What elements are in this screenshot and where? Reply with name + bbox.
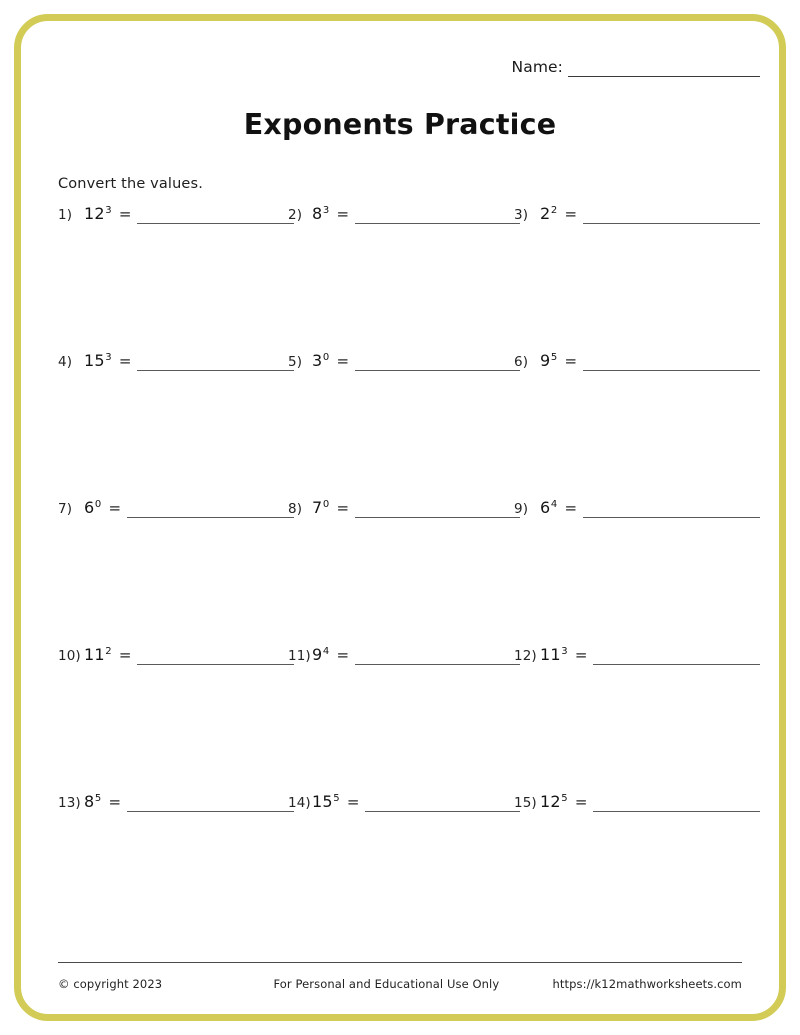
problem-number: 7) bbox=[58, 501, 73, 517]
expression-base: 11 bbox=[540, 645, 561, 664]
equals-sign: = bbox=[118, 352, 132, 370]
problem-expression bbox=[84, 351, 112, 370]
expression-exponent: 0 bbox=[322, 498, 330, 510]
worksheet-content bbox=[40, 36, 760, 1001]
problem-item-15 bbox=[514, 792, 760, 812]
problem-item-9 bbox=[514, 498, 760, 518]
problem-row bbox=[40, 498, 760, 645]
problem-expression bbox=[84, 792, 101, 811]
equals-sign: = bbox=[336, 352, 350, 370]
problem-item-3 bbox=[514, 204, 760, 224]
problem-expression bbox=[84, 204, 112, 223]
expression-exponent: 5 bbox=[550, 351, 558, 363]
problem-number: 11) bbox=[288, 648, 311, 664]
expression-exponent: 5 bbox=[561, 792, 568, 804]
problem-expression bbox=[540, 792, 568, 811]
expression-exponent: 3 bbox=[105, 351, 112, 363]
expression-base: 15 bbox=[84, 351, 105, 370]
equals-sign: = bbox=[564, 205, 578, 223]
footer-copyright: © copyright 2023 bbox=[58, 977, 163, 991]
expression-exponent: 5 bbox=[333, 792, 340, 804]
problem-expression bbox=[84, 498, 101, 517]
equals-sign: = bbox=[118, 646, 132, 664]
expression-base: 11 bbox=[84, 645, 105, 664]
expression-base: 2 bbox=[540, 204, 551, 223]
problem-number: 8) bbox=[288, 501, 303, 517]
problem-item-1 bbox=[58, 204, 294, 224]
equals-sign: = bbox=[574, 793, 588, 811]
problem-expression bbox=[312, 498, 329, 517]
answer-input[interactable] bbox=[365, 810, 520, 812]
expression-exponent: 2 bbox=[550, 204, 558, 216]
expression-base: 8 bbox=[312, 204, 323, 223]
answer-input[interactable] bbox=[593, 810, 760, 812]
problem-item-8 bbox=[288, 498, 520, 518]
equals-sign: = bbox=[336, 205, 350, 223]
page-title: Exponents Practice bbox=[243, 108, 557, 141]
answer-input[interactable] bbox=[355, 222, 520, 224]
problem-expression bbox=[312, 204, 329, 223]
problem-item-14 bbox=[288, 792, 520, 812]
problem-number: 2) bbox=[288, 207, 303, 223]
answer-input[interactable] bbox=[355, 516, 520, 518]
expression-base: 9 bbox=[312, 645, 323, 664]
problem-item-5 bbox=[288, 351, 520, 371]
footer bbox=[58, 977, 742, 991]
problem-number: 1) bbox=[58, 207, 73, 223]
answer-input[interactable] bbox=[583, 516, 760, 518]
expression-exponent: 0 bbox=[94, 498, 102, 510]
problem-item-12 bbox=[514, 645, 760, 665]
name-input[interactable] bbox=[568, 62, 760, 77]
problem-item-2 bbox=[288, 204, 520, 224]
expression-exponent: 5 bbox=[94, 792, 102, 804]
problem-expression bbox=[312, 351, 329, 370]
footer-divider bbox=[58, 962, 742, 963]
expression-exponent: 4 bbox=[550, 498, 558, 510]
expression-base: 12 bbox=[84, 204, 105, 223]
equals-sign: = bbox=[564, 352, 578, 370]
problem-grid bbox=[40, 204, 760, 939]
problem-row bbox=[40, 645, 760, 792]
problem-number: 4) bbox=[58, 354, 73, 370]
equals-sign: = bbox=[346, 793, 360, 811]
problem-row bbox=[40, 204, 760, 351]
problem-number: 6) bbox=[514, 354, 529, 370]
name-field-row bbox=[512, 58, 760, 77]
expression-base: 3 bbox=[312, 351, 323, 370]
problem-item-7 bbox=[58, 498, 294, 518]
equals-sign: = bbox=[336, 499, 350, 517]
expression-base: 6 bbox=[84, 498, 95, 517]
expression-base: 9 bbox=[540, 351, 551, 370]
answer-input[interactable] bbox=[583, 369, 760, 371]
answer-input[interactable] bbox=[593, 663, 760, 665]
expression-exponent: 3 bbox=[561, 645, 568, 657]
answer-input[interactable] bbox=[355, 369, 520, 371]
problem-expression bbox=[540, 351, 557, 370]
problem-item-11 bbox=[288, 645, 520, 665]
problem-row bbox=[40, 351, 760, 498]
expression-exponent: 3 bbox=[322, 204, 330, 216]
equals-sign: = bbox=[118, 205, 132, 223]
problem-number: 9) bbox=[514, 501, 529, 517]
equals-sign: = bbox=[336, 646, 350, 664]
equals-sign: = bbox=[108, 499, 122, 517]
equals-sign: = bbox=[108, 793, 122, 811]
problem-number: 15) bbox=[514, 795, 537, 811]
problem-number: 12) bbox=[514, 648, 537, 664]
problem-item-4 bbox=[58, 351, 294, 371]
problem-number: 10) bbox=[58, 648, 81, 664]
answer-input[interactable] bbox=[355, 663, 520, 665]
equals-sign: = bbox=[564, 499, 578, 517]
expression-exponent: 0 bbox=[322, 351, 330, 363]
problem-item-6 bbox=[514, 351, 760, 371]
problem-number: 3) bbox=[514, 207, 529, 223]
instruction-text: Convert the values. bbox=[58, 176, 203, 192]
answer-input[interactable] bbox=[137, 369, 294, 371]
expression-exponent: 4 bbox=[322, 645, 330, 657]
problem-number: 5) bbox=[288, 354, 303, 370]
problem-number: 13) bbox=[58, 795, 81, 811]
problem-item-10 bbox=[58, 645, 294, 665]
answer-input[interactable] bbox=[137, 663, 294, 665]
answer-input[interactable] bbox=[583, 222, 760, 224]
expression-exponent: 3 bbox=[105, 204, 112, 216]
problem-expression bbox=[540, 645, 568, 664]
problem-row bbox=[40, 792, 760, 939]
problem-number: 14) bbox=[288, 795, 311, 811]
problem-expression bbox=[312, 645, 329, 664]
answer-input[interactable] bbox=[137, 222, 294, 224]
answer-input[interactable] bbox=[127, 810, 294, 812]
problem-item-13 bbox=[58, 792, 294, 812]
answer-input[interactable] bbox=[127, 516, 294, 518]
expression-base: 12 bbox=[540, 792, 561, 811]
expression-base: 15 bbox=[312, 792, 333, 811]
equals-sign: = bbox=[574, 646, 588, 664]
problem-expression bbox=[540, 204, 557, 223]
problem-expression bbox=[540, 498, 557, 517]
problem-expression bbox=[84, 645, 112, 664]
footer-url[interactable]: https://k12mathworksheets.com bbox=[552, 977, 742, 991]
expression-base: 8 bbox=[84, 792, 95, 811]
expression-exponent: 2 bbox=[105, 645, 112, 657]
expression-base: 6 bbox=[540, 498, 551, 517]
footer-usage-notice: For Personal and Educational Use Only bbox=[273, 977, 500, 991]
expression-base: 7 bbox=[312, 498, 323, 517]
name-field-label: Name: bbox=[511, 58, 563, 76]
problem-expression bbox=[312, 792, 340, 811]
